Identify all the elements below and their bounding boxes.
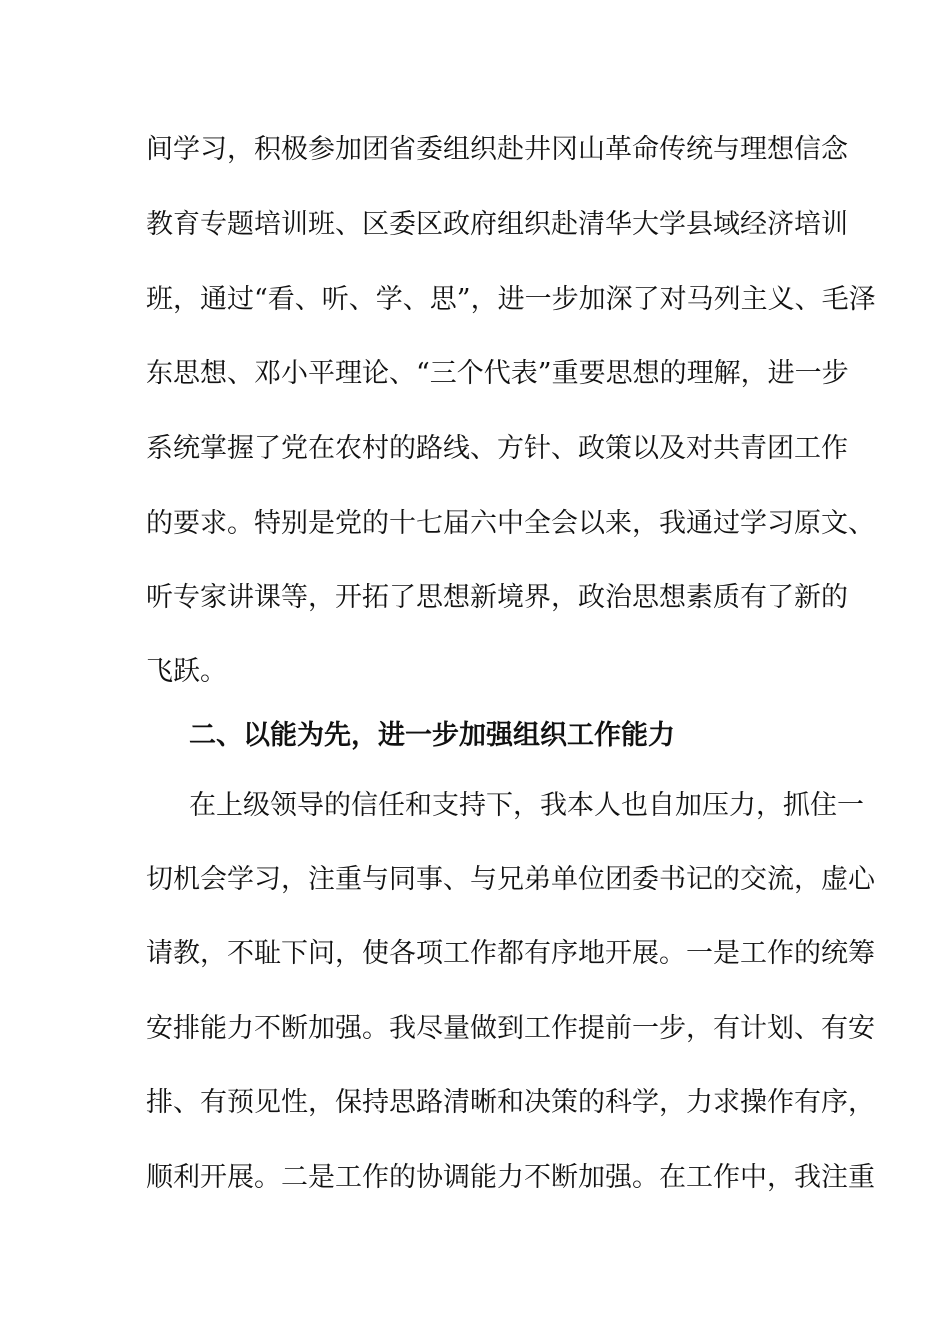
paragraph-line: 东思想、邓小平理论、“三个代表”重要思想的理解，进一步 (146, 358, 849, 389)
paragraph-line: 顺利开展。二是工作的协调能力不断加强。在工作中，我注重 (146, 1162, 875, 1193)
paragraph-line: 班，通过“看、听、学、思”，进一步加深了对马列主义、毛泽 (146, 284, 876, 315)
paragraph-line: 系统掌握了党在农村的路线、方针、政策以及对共青团工作 (146, 433, 848, 464)
paragraph-line: 的要求。特别是党的十七届六中全会以来，我通过学习原文、 (146, 508, 875, 539)
section-heading: 二、以能为先，进一步加强组织工作能力 (189, 720, 675, 751)
paragraph-line: 飞跃。 (146, 656, 227, 687)
paragraph-line: 间学习，积极参加团省委组织赴井冈山革命传统与理想信念 (146, 134, 848, 165)
paragraph-line: 在上级领导的信任和支持下，我本人也自加压力，抓住一 (189, 790, 864, 821)
paragraph-line: 听专家讲课等，开拓了思想新境界，政治思想素质有了新的 (146, 582, 848, 613)
paragraph-line: 请教，不耻下问，使各项工作都有序地开展。一是工作的统筹 (146, 938, 875, 969)
paragraph-line: 切机会学习，注重与同事、与兄弟单位团委书记的交流，虚心 (146, 864, 875, 895)
paragraph-line: 教育专题培训班、区委区政府组织赴清华大学县域经济培训 (146, 209, 848, 240)
paragraph-line: 安排能力不断加强。我尽量做到工作提前一步，有计划、有安 (146, 1013, 875, 1044)
paragraph-line: 排、有预见性，保持思路清晰和决策的科学，力求操作有序， (146, 1087, 875, 1118)
